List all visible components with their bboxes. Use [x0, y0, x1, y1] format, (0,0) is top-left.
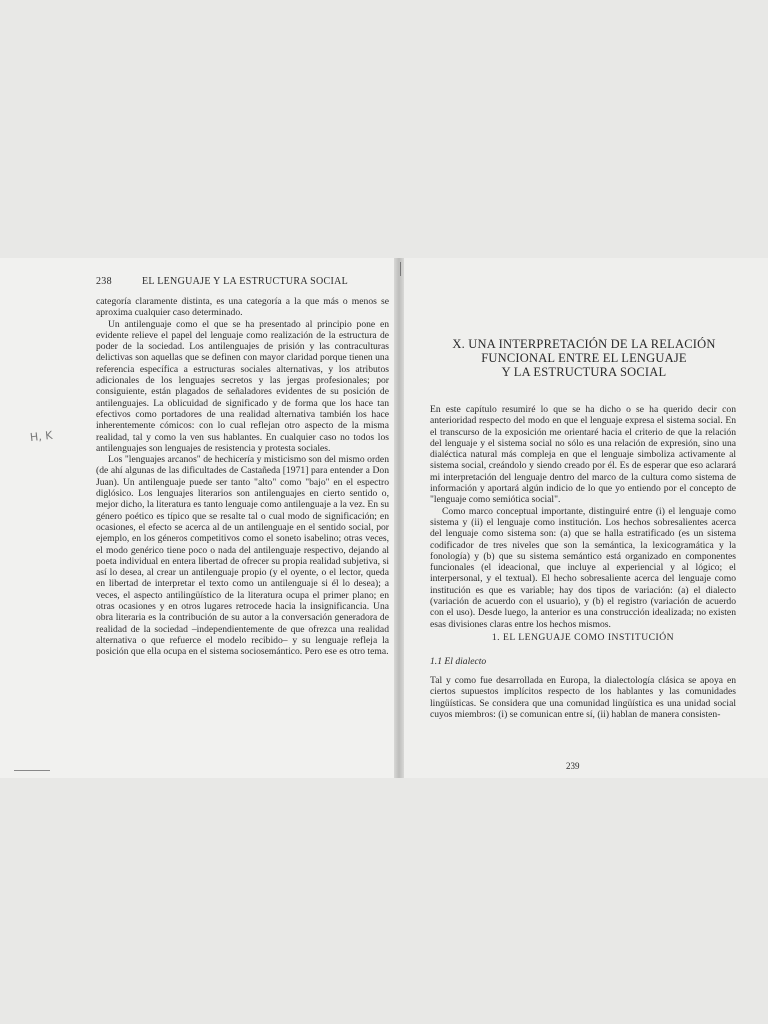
paragraph: Un antilenguaje como el que se ha presentado al principio pone en evidente relieve el papel del lenguaje como realización de la estructura de poder de la sociedad. Los antilenguajes de prisión y las contraculturas delictivas son aquellas que se definen con mayor claridad porque tienen una referencia específica a estructuras sociales alternativas, y los atributos adicionales de los lenguajes secretos y las jergas profesionales; por consiguiente, están plagados de señaladores evidentes de su posición de antilenguajes. La oblicuidad de significado y de forma que los hace tan efectivos como portadores de una realidad alternativa también los hace inherentemente cómicos: con lo cual reflejan otro aspecto de la misma realidad, tal y como la ven sus hablantes. En cualquier caso no todos los antilenguajes son lenguajes de resistencia y protesta sociales.: [96, 318, 389, 454]
scan-mark: [14, 764, 50, 771]
paragraph: Como marco conceptual importante, distinguiré entre (i) el lenguaje como sistema y (ii) el lenguaje como institución. Los hechos sobresalientes acerca del lenguaje como sistema son: (a) que se halla estratificado (es un sistema codificador de tres niveles que son la semántica, la lexicogramática y la fonología) y (b) que su sistema semántico está organizado en componentes funcionales (el ideacional, que incluye al experiencial y al lógico; el interpersonal, y el textual). El hecho sobresaliente acerca del lenguaje como institución es que es variable; hay dos tipos de variación: (a) el dialecto (variación de acuerdo con el usuario), y (b) el registro (variación de acuerdo con el uso). Desde luego, la anterior es una construcción idealizada; no existen esas divisiones claras entre los hechos mismos.: [430, 505, 736, 630]
paragraph: En este capítulo resumiré lo que se ha dicho o se ha querido decir con anterioridad respecto del modo en que el lenguaje expresa el sistema social. En el transcurso de la exposición me orientaré hacia el criterio de que la relación del lenguaje y el sistema social no sólo es una relación de expresión, sino una dialéctica natural más compleja en que el lenguaje simboliza activamente al sistema social, creándolo y siendo creado por él. Es de esperar que eso aclarará mi interpretación del lenguaje dentro del marco de la cultura como sistema de información y aportará algún indicio de lo que yo entiendo por el concepto de "lenguaje como semiótica social".: [430, 404, 736, 506]
chapter-title: [440, 337, 728, 379]
chapter-title-line: X. UNA INTERPRETACIÓN DE LA RELACIÓN: [452, 337, 716, 351]
section-text: [430, 675, 736, 720]
scan-edge-mark: [400, 262, 401, 276]
handwritten-margin-note: H, K: [29, 428, 54, 445]
section-heading: 1. EL LENGUAJE COMO INSTITUCIÓN: [491, 632, 675, 643]
paragraph: Tal y como fue desarrollada en Europa, la dialectología clásica se apoya en ciertos supuestos implícitos respecto de los hablantes y las comunidades lingüísticas. Se considera que una comunidad lingüística es una unidad social cuyos miembros: (i) se comunican entre sí, (ii) hablan de manera consisten-: [430, 675, 736, 720]
folio-right: 239: [566, 761, 580, 771]
paragraph: categoría claramente distinta, es una categoría a la que más o menos se aproxima cualquier caso determinado.: [96, 296, 389, 319]
paragraph: Los "lenguajes arcanos" de hechicería y misticismo son del mismo orden (de ahí algunas de las dificultades de Castañeda [1971] para entender a Don Juan). Un antilenguaje puede ser tanto "alto" como "bajo" en el espectro diglósico. Los lenguajes literarios son antilenguajes en cierto sentido o, mejor dicho, la literatura es tanto lenguaje como antilenguaje a la vez. En su género poético es típico que se resalte tal o cual modo de significación; en ocasiones, el efecto se acerca al de un antilenguaje en el sentido social, por ejemplo, en los géneros competitivos como el soneto isabelino; otras veces, el modo genérico tiene poco o nada del antilenguaje respectivo, dejando al poeta individual en entera libertad de ofrecer su propia realidad subjetiva, si así lo desea, al crear un antilenguaje propio (y el oyente, o el lector, queda en libertad de interpretar el texto como un antilenguaje si él lo desea); a veces, el aspecto antilingüístico de la literatura ocupa el primer plano; en otras ocasiones y en otros lugares retrocede hacia la insignificancia. Una obra literaria es la contribución de su autor a la conversación generadora de realidad de la sociedad –independientemente de que ofrezca una realidad alternativa o que refuerce el modelo recibido– y su lenguaje refleja la posición que ella ocupa en el sistema sociosemántico. Pero ese es otro tema.: [96, 454, 389, 658]
folio-left: 238: [96, 276, 112, 287]
left-text-column: [96, 296, 389, 658]
right-text-column: [430, 404, 736, 630]
chapter-title-line: FUNCIONAL ENTRE EL LENGUAJE: [481, 351, 687, 365]
book-gutter: [394, 258, 404, 778]
subsection-heading: 1.1 El dialecto: [430, 656, 487, 667]
running-head-title: EL LENGUAJE Y LA ESTRUCTURA SOCIAL: [142, 276, 349, 287]
chapter-title-line: Y LA ESTRUCTURA SOCIAL: [501, 365, 667, 379]
